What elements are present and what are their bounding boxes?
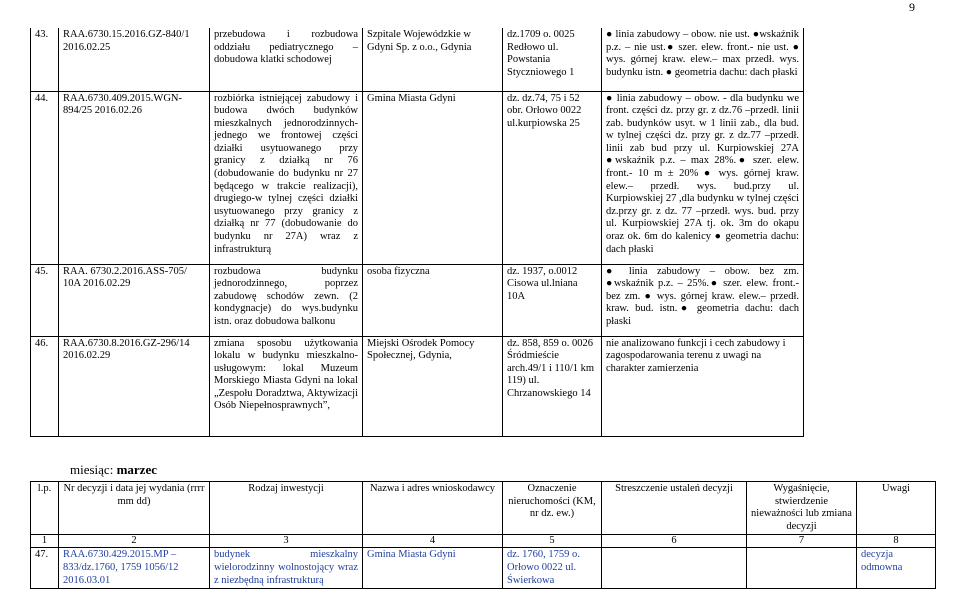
row-number: 47. bbox=[31, 548, 59, 589]
table-row bbox=[31, 91, 804, 264]
column-number: 2 bbox=[59, 535, 210, 548]
column-number: 1 bbox=[31, 535, 59, 548]
header-notes: Uwagi bbox=[857, 482, 936, 535]
applicant: Gmina Miasta Gdyni bbox=[363, 91, 503, 264]
decision-findings: ● linia zabudowy – obow. - dla budynku we front. części dz. przy gr. z dz.76 –przedł. linii zab. budynków usyt. w 1 linii zab., dla bud. w tylnej części dz. przy gr. z dz.77 –przedł. linii zab bud przy ul. Kurpiowskiej 27A ●wskaźnik p.z. – max 28%.● szer. elew. front.- 10 m ± 20% ● wys. górnej kraw. elew.– przedł. wys. bud.przy ul. Kurpiowskiej 27 ,dla budynku w tylnej części dz.przy gr. z dz. 77 –przedł. wys. bud. przy ul. Kurpiowskiej 27A tj. ok. 3m do okapu oraz ok. 6m do kalenicy ● geometria dachu: dach płaski bbox=[602, 91, 804, 264]
table-row bbox=[31, 264, 804, 336]
header-decision-ref: Nr decyzji i data jej wydania (rrrr mm dd) bbox=[59, 482, 210, 535]
applicant: Gmina Miasta Gdyni bbox=[363, 548, 503, 589]
property-location: dz. 858, 859 o. 0026 Śródmieście arch.49/1 i 110/1 km 119) ul. Chrzanowskiego 14 bbox=[503, 336, 602, 436]
investment-type: rozbudowa budynku jednorodzinnego, poprzez zabudowę schodów zewn. (2 kondygnacje) do wys.budynku istn. oraz dobudowa balkonu bbox=[210, 264, 363, 336]
header-property: Oznaczenie nieruchomości (KM, nr dz. ew.) bbox=[503, 482, 602, 535]
column-number: 5 bbox=[503, 535, 602, 548]
investment-type: rozbiórka istniejącej zabudowy i budowa dwóch budynków mieszkalnych jednorodzinnych-jednego we frontowej części działki usytuowanego przy granicy z działką nr 76 (dobudowanie do budynku nr 27 będącego w trakcie realizacji), drugiego-w tylnej części działki usytuowanego przy granicy z działką nr 77 (dobudowanie do budynku nr 27A) wraz z infrastrukturą bbox=[210, 91, 363, 264]
column-number-row bbox=[31, 535, 936, 548]
decision-findings: ● linia zabudowy – obow. bez zm. ●wskaźnik p.z. – 25%.● szer. elew. front.- bez zm. ● wys. górnej kraw. elew.– przedł. kraw. bud. istn.● geometria dachu: dach płaski bbox=[602, 264, 804, 336]
applicant: Miejski Ośrodek Pomocy Społecznej, Gdynia, bbox=[363, 336, 503, 436]
month-value: marzec bbox=[116, 462, 157, 477]
property-location: dz. 1760, 1759 o. Orłowo 0022 ul. Świerkowa bbox=[503, 548, 602, 589]
month-label: miesiąc: bbox=[70, 462, 114, 477]
row-number: 43. bbox=[31, 28, 59, 91]
row-number: 44. bbox=[31, 91, 59, 264]
decision-findings: nie analizowano funkcji i cech zabudowy i zagospodarowania terenu z uwagi na charakter zamierzenia bbox=[602, 336, 804, 436]
decision-notes: decyzja odmowna bbox=[857, 548, 936, 589]
investment-type: przebudowa i rozbudowa oddziału pediatrycznego – dobudowa klatki schodowej bbox=[210, 28, 363, 91]
header-applicant: Nazwa i adres wnioskodawcy bbox=[363, 482, 503, 535]
decision-outcome bbox=[747, 548, 857, 589]
row-number: 45. bbox=[31, 264, 59, 336]
header-lp: l.p. bbox=[31, 482, 59, 535]
decision-findings bbox=[602, 548, 747, 589]
decisions-table-upper bbox=[30, 28, 804, 437]
decisions-table-march bbox=[30, 481, 936, 589]
column-number: 7 bbox=[747, 535, 857, 548]
property-location: dz. dz.74, 75 i 52 obr. Orłowo 0022 ul.kurpiowska 25 bbox=[503, 91, 602, 264]
property-location: dz. 1937, o.0012 Cisowa ul.lniana 10A bbox=[503, 264, 602, 336]
header-outcome: Wygaśnięcie, stwierdzenie nieważności lub zmiana decyzji bbox=[747, 482, 857, 535]
property-location: dz.1709 o. 0025 Redłowo ul. Powstania Styczniowego 1 bbox=[503, 28, 602, 91]
decision-ref: RAA.6730.8.2016.GZ-296/14 2016.02.29 bbox=[59, 336, 210, 436]
column-number: 3 bbox=[210, 535, 363, 548]
page-number: 9 bbox=[909, 0, 915, 14]
table-row bbox=[31, 28, 804, 91]
table-row bbox=[31, 336, 804, 436]
investment-type: zmiana sposobu użytkowania lokalu w budynku mieszkalno-usługowym: lokal Muzeum Morskiego Miasta Gdyni na lokal „Zespołu Doradztwa, Aktywizacji Osób Niepełnosprawnych”, bbox=[210, 336, 363, 436]
column-number: 6 bbox=[602, 535, 747, 548]
table-header-row bbox=[31, 482, 936, 535]
applicant: Szpitale Wojewódzkie w Gdyni Sp. z o.o., Gdynia bbox=[363, 28, 503, 91]
decision-findings: ● linia zabudowy – obow. nie ust. ●wskaźnik p.z. – nie ust.● szer. elew. front.- nie ust. ● wys. górnej kraw. elew.– max przedł. wys. budynku istn. ● geometria dachu: dach płaski bbox=[602, 28, 804, 91]
investment-type: budynek mieszkalny wielorodzinny wolnostojący wraz z niezbędną infrastrukturą bbox=[210, 548, 363, 589]
applicant: osoba fizyczna bbox=[363, 264, 503, 336]
table-row bbox=[31, 548, 936, 589]
month-heading bbox=[70, 462, 157, 478]
header-investment-type: Rodzaj inwestycji bbox=[210, 482, 363, 535]
decision-ref: RAA.6730.409.2015.WGN-894/25 2016.02.26 bbox=[59, 91, 210, 264]
row-number: 46. bbox=[31, 336, 59, 436]
header-findings: Streszczenie ustaleń decyzji bbox=[602, 482, 747, 535]
column-number: 8 bbox=[857, 535, 936, 548]
decision-ref: RAA.6730.429.2015.MP – 833/dz.1760, 1759 1056/12 2016.03.01 bbox=[59, 548, 210, 589]
decision-ref: RAA.6730.15.2016.GZ-840/1 2016.02.25 bbox=[59, 28, 210, 91]
decision-ref: RAA. 6730.2.2016.ASS-705/ 10A 2016.02.29 bbox=[59, 264, 210, 336]
column-number: 4 bbox=[363, 535, 503, 548]
